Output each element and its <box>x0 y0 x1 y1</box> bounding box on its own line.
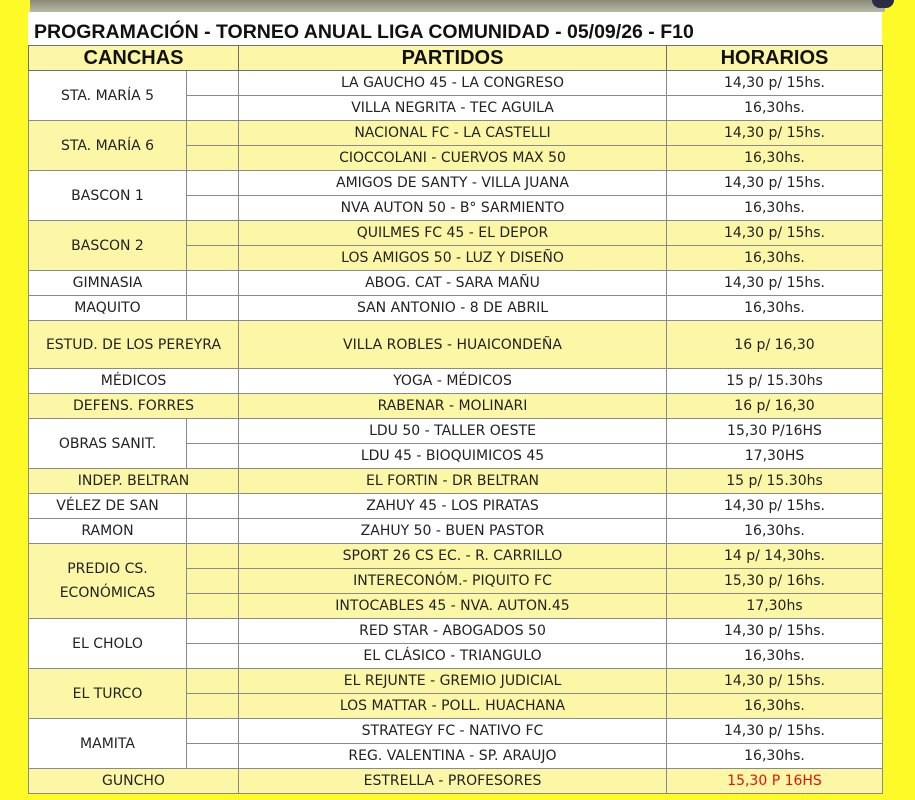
match-cell: SAN ANTONIO - 8 DE ABRIL <box>239 296 667 321</box>
time-cell: 16,30hs. <box>667 644 883 669</box>
venue-cell: INDEP. BELTRAN <box>29 469 239 494</box>
spacer-cell <box>187 669 239 694</box>
spacer-cell <box>187 419 239 444</box>
venue-cell: MAQUITO <box>29 296 187 321</box>
time-cell: 16,30hs. <box>667 296 883 321</box>
venue-cell: RAMON <box>29 519 187 544</box>
header-horarios: HORARIOS <box>667 46 883 71</box>
table-row <box>29 271 883 296</box>
header-partidos: PARTIDOS <box>239 46 667 71</box>
spacer-cell <box>187 644 239 669</box>
spacer-cell <box>187 594 239 619</box>
table-row <box>29 296 883 321</box>
table-row <box>29 494 883 519</box>
match-cell: CIOCCOLANI - CUERVOS MAX 50 <box>239 146 667 171</box>
venue-cell: GIMNASIA <box>29 271 187 296</box>
venue-cell: ESTUD. DE LOS PEREYRA <box>29 321 239 369</box>
time-cell: 14,30 p/ 15hs. <box>667 271 883 296</box>
spacer-cell <box>187 744 239 769</box>
time-cell: 17,30hs <box>667 594 883 619</box>
spacer-cell <box>187 171 239 196</box>
match-cell: VILLA NEGRITA - TEC AGUILA <box>239 96 667 121</box>
spacer-cell <box>187 519 239 544</box>
match-cell: EL FORTIN - DR BELTRAN <box>239 469 667 494</box>
spacer-cell <box>187 246 239 271</box>
time-cell: 14,30 p/ 15hs. <box>667 121 883 146</box>
time-cell: 14,30 p/ 15hs. <box>667 494 883 519</box>
table-row <box>29 719 883 744</box>
venue-cell: DEFENS. FORRES <box>29 394 239 419</box>
table-row <box>29 469 883 494</box>
time-cell: 16,30hs. <box>667 519 883 544</box>
spacer-cell <box>187 569 239 594</box>
venue-cell: VÉLEZ DE SAN <box>29 494 187 519</box>
match-cell: VILLA ROBLES - HUAICONDEÑA <box>239 321 667 369</box>
venue-cell: GUNCHO <box>29 769 239 794</box>
emblem-icon <box>872 0 894 8</box>
time-cell: 16,30hs. <box>667 744 883 769</box>
time-cell: 16,30hs. <box>667 146 883 171</box>
spacer-cell <box>187 444 239 469</box>
venue-cell: BASCON 1 <box>29 171 187 221</box>
spacer-cell <box>187 96 239 121</box>
match-cell: RABENAR - MOLINARI <box>239 394 667 419</box>
time-cell: 14,30 p/ 15hs. <box>667 171 883 196</box>
match-cell: AMIGOS DE SANTY - VILLA JUANA <box>239 171 667 196</box>
match-cell: RED STAR - ABOGADOS 50 <box>239 619 667 644</box>
table-row <box>29 369 883 394</box>
table-row <box>29 171 883 196</box>
spacer-cell <box>187 719 239 744</box>
match-cell: ABOG. CAT - SARA MAÑU <box>239 271 667 296</box>
match-cell: YOGA - MÉDICOS <box>239 369 667 394</box>
table-row <box>29 669 883 694</box>
match-cell: QUILMES FC 45 - EL DEPOR <box>239 221 667 246</box>
table-row <box>29 221 883 246</box>
spacer-cell <box>187 146 239 171</box>
time-cell: 15 p/ 15.30hs <box>667 469 883 494</box>
time-cell: 14,30 p/ 15hs. <box>667 619 883 644</box>
spacer-cell <box>187 694 239 719</box>
time-cell: 15,30 p/ 16hs. <box>667 569 883 594</box>
match-cell: LDU 50 - TALLER OESTE <box>239 419 667 444</box>
time-cell: 16,30hs. <box>667 96 883 121</box>
time-cell: 16 p/ 16,30 <box>667 321 883 369</box>
spacer-cell <box>187 121 239 146</box>
spacer-cell <box>187 221 239 246</box>
venue-cell: OBRAS SANIT. <box>29 419 187 469</box>
venue-cell: MAMITA <box>29 719 187 769</box>
match-cell: STRATEGY FC - NATIVO FC <box>239 719 667 744</box>
venue-cell: STA. MARÍA 6 <box>29 121 187 171</box>
table-row <box>29 321 883 369</box>
table-row <box>29 519 883 544</box>
time-cell: 17,30HS <box>667 444 883 469</box>
venue-cell: EL TURCO <box>29 669 187 719</box>
match-cell: ZAHUY 45 - LOS PIRATAS <box>239 494 667 519</box>
venue-cell: MÉDICOS <box>29 369 239 394</box>
spacer-cell <box>187 296 239 321</box>
table-row <box>29 419 883 444</box>
schedule-sheet <box>28 12 882 789</box>
time-cell: 15,30 P/16HS <box>667 419 883 444</box>
match-cell: EL CLÁSICO - TRIANGULO <box>239 644 667 669</box>
schedule-table <box>28 45 883 794</box>
venue-cell: EL CHOLO <box>29 619 187 669</box>
time-cell: 14 p/ 14,30hs. <box>667 544 883 569</box>
table-row <box>29 71 883 96</box>
time-cell: 16,30hs. <box>667 196 883 221</box>
match-cell: INTOCABLES 45 - NVA. AUTON.45 <box>239 594 667 619</box>
time-cell: 14,30 p/ 15hs. <box>667 669 883 694</box>
venue-cell: PREDIO CS. ECONÓMICAS <box>29 544 187 619</box>
table-row <box>29 769 883 794</box>
time-cell: 15 p/ 15.30hs <box>667 369 883 394</box>
match-cell: LOS MATTAR - POLL. HUACHANA <box>239 694 667 719</box>
spacer-cell <box>187 271 239 296</box>
match-cell: LDU 45 - BIOQUIMICOS 45 <box>239 444 667 469</box>
page-title: PROGRAMACIÓN - TORNEO ANUAL LIGA COMUNIDAD - 05/09/26 - F10 <box>34 21 694 43</box>
table-row <box>29 619 883 644</box>
table-row <box>29 394 883 419</box>
header-row <box>29 46 883 71</box>
match-cell: NVA AUTON 50 - B° SARMIENTO <box>239 196 667 221</box>
match-cell: REG. VALENTINA - SP. ARAUJO <box>239 744 667 769</box>
top-image-strip <box>30 0 885 12</box>
time-cell-highlighted: 15,30 P 16HS <box>667 769 883 794</box>
spacer-cell <box>187 619 239 644</box>
time-cell: 16,30hs. <box>667 246 883 271</box>
header-canchas: CANCHAS <box>29 46 239 71</box>
match-cell: ESTRELLA - PROFESORES <box>239 769 667 794</box>
time-cell: 14,30 p/ 15hs. <box>667 719 883 744</box>
spacer-cell <box>187 544 239 569</box>
venue-cell: STA. MARÍA 5 <box>29 71 187 121</box>
venue-cell: BASCON 2 <box>29 221 187 271</box>
time-cell: 16,30hs. <box>667 694 883 719</box>
match-cell: INTERECONÓM.- PIQUITO FC <box>239 569 667 594</box>
match-cell: EL REJUNTE - GREMIO JUDICIAL <box>239 669 667 694</box>
match-cell: LOS AMIGOS 50 - LUZ Y DISEÑO <box>239 246 667 271</box>
spacer-cell <box>187 71 239 96</box>
match-cell: LA GAUCHO 45 - LA CONGRESO <box>239 71 667 96</box>
spacer-cell <box>187 196 239 221</box>
table-row <box>29 544 883 569</box>
time-cell: 14,30 p/ 15hs. <box>667 71 883 96</box>
match-cell: NACIONAL FC - LA CASTELLI <box>239 121 667 146</box>
time-cell: 16 p/ 16,30 <box>667 394 883 419</box>
spacer-cell <box>187 494 239 519</box>
match-cell: SPORT 26 CS EC. - R. CARRILLO <box>239 544 667 569</box>
time-cell: 14,30 p/ 15hs. <box>667 221 883 246</box>
table-row <box>29 121 883 146</box>
match-cell: ZAHUY 50 - BUEN PASTOR <box>239 519 667 544</box>
